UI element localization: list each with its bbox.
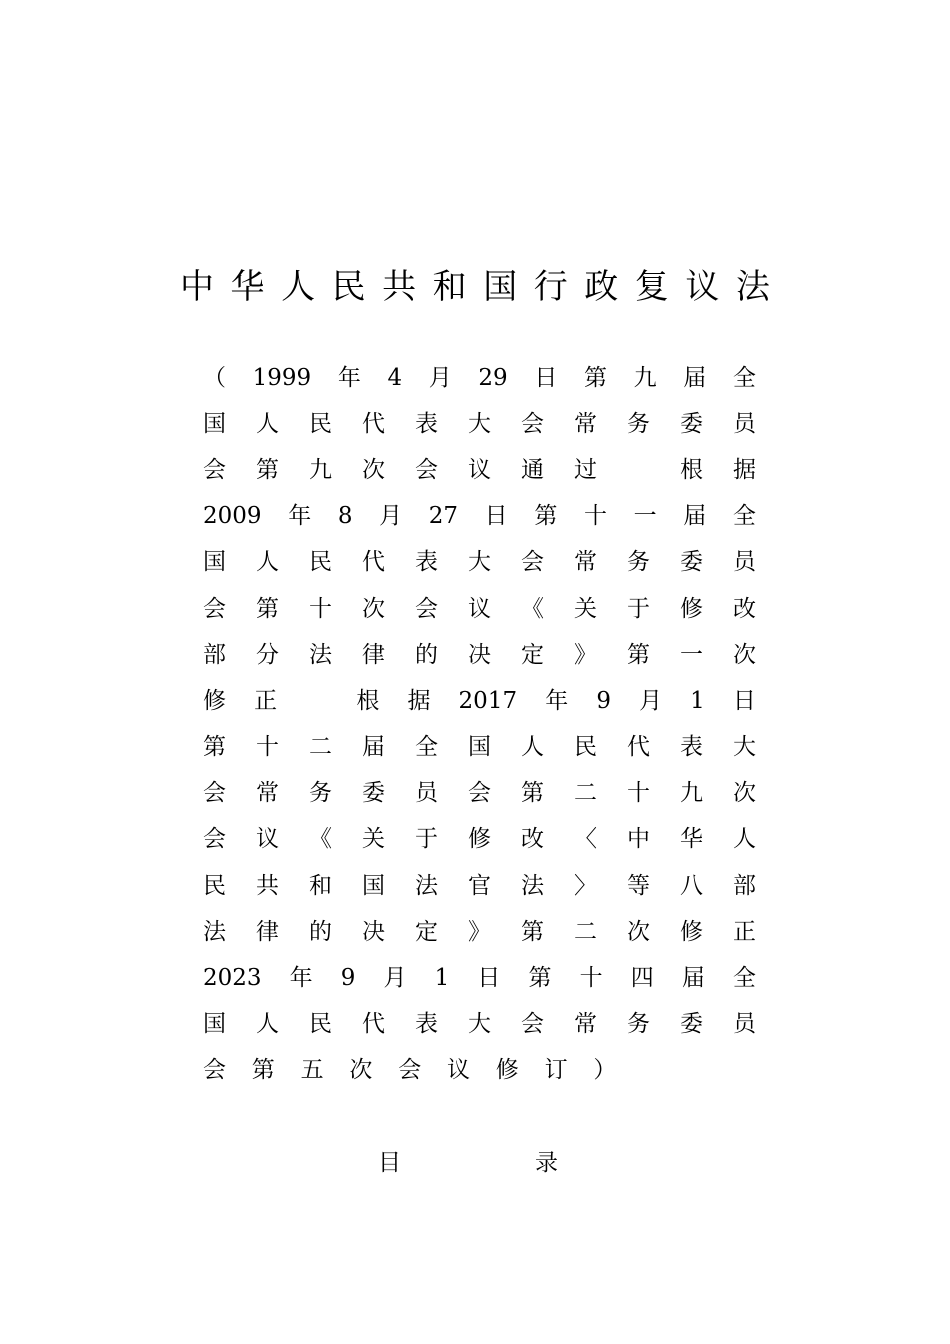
enactment-token: 会: [203, 1057, 226, 1084]
enactment-token: 根: [356, 687, 380, 714]
enactment-token: 二: [309, 734, 332, 761]
enactment-token: 《: [521, 595, 544, 622]
enactment-token: 律: [256, 918, 279, 945]
enactment-token: [627, 459, 650, 482]
enactment-token: 员: [733, 410, 756, 437]
enactment-token: 八: [680, 872, 703, 899]
enactment-token: 正: [254, 687, 278, 714]
enactment-token: 第: [251, 1057, 275, 1084]
enactment-token: 务: [627, 549, 650, 576]
enactment-token: 1: [690, 687, 705, 714]
enactment-token: 正: [733, 918, 756, 945]
enactment-token: 第: [627, 641, 650, 668]
title-char: 行: [533, 267, 568, 307]
enactment-token: ）: [593, 1057, 617, 1084]
title-char: 议: [685, 267, 720, 307]
enactment-token: 员: [733, 1011, 756, 1038]
enactment-token: 于: [415, 826, 438, 853]
enactment-token: 四: [630, 965, 654, 992]
enactment-token: 国: [203, 1011, 226, 1038]
enactment-token: 决: [362, 918, 385, 945]
enactment-token: 务: [627, 1011, 650, 1038]
enactment-token: 国: [203, 549, 226, 576]
toc-heading-char: 录: [535, 1149, 558, 1176]
enactment-token: 十: [309, 595, 332, 622]
enactment-token: 定: [521, 641, 544, 668]
enactment-token: 十: [627, 780, 650, 807]
enactment-token: 第: [256, 595, 279, 622]
enactment-token: 会: [398, 1057, 422, 1084]
enactment-token: 十: [583, 503, 607, 530]
title-char: 共: [382, 267, 417, 307]
enactment-token: 民: [309, 1011, 332, 1038]
enactment-token: 29: [478, 364, 508, 391]
enactment-token: 人: [256, 410, 279, 437]
enactment-token: 等: [627, 872, 650, 899]
enactment-token: 27: [428, 503, 459, 530]
enactment-token: 通: [521, 456, 544, 483]
enactment-token: 九: [309, 456, 332, 483]
enactment-token: 次: [733, 641, 756, 668]
enactment-token: 修: [680, 595, 703, 622]
enactment-token: 次: [362, 595, 385, 622]
table-of-contents-heading: [378, 1145, 558, 1181]
enactment-token: 据: [407, 687, 431, 714]
enactment-token: 法: [521, 872, 544, 899]
enactment-token: 》: [574, 641, 597, 668]
enactment-token: 代: [362, 1011, 385, 1038]
enactment-line: [203, 355, 756, 401]
enactment-token: 会: [521, 549, 544, 576]
enactment-token: 二: [574, 918, 597, 945]
enactment-token: 改: [733, 595, 756, 622]
enactment-token: 》: [468, 918, 491, 945]
enactment-token: 九: [633, 364, 657, 391]
enactment-token: 月: [379, 503, 403, 530]
enactment-token: 二: [574, 780, 597, 807]
enactment-token: 关: [574, 595, 597, 622]
enactment-token: 务: [627, 410, 650, 437]
enactment-line: [203, 540, 756, 586]
enactment-token: 会: [203, 456, 226, 483]
enactment-token: 第: [203, 734, 226, 761]
enactment-line: [203, 863, 756, 909]
enactment-token: 全: [732, 364, 756, 391]
enactment-token: 委: [680, 410, 703, 437]
enactment-token: 常: [574, 549, 597, 576]
enactment-token: 改: [521, 826, 544, 853]
enactment-token: 委: [362, 780, 385, 807]
enactment-token: 会: [521, 410, 544, 437]
enactment-line: [203, 909, 756, 955]
enactment-token: 十: [256, 734, 279, 761]
enactment-token: 表: [680, 734, 703, 761]
enactment-token: 年: [289, 965, 313, 992]
enactment-token: [305, 690, 328, 713]
enactment-token: 会: [203, 780, 226, 807]
enactment-token: 年: [337, 364, 361, 391]
enactment-token: 次: [349, 1057, 373, 1084]
enactment-token: 十: [579, 965, 603, 992]
enactment-token: 代: [362, 549, 385, 576]
enactment-token: 第: [521, 918, 544, 945]
title-char: 复: [634, 267, 669, 307]
enactment-token: 会: [203, 595, 226, 622]
enactment-token: 9: [340, 965, 356, 992]
enactment-token: 大: [468, 549, 491, 576]
enactment-token: 法: [415, 872, 438, 899]
enactment-line: [203, 494, 756, 540]
enactment-token: 常: [574, 410, 597, 437]
enactment-token: 修: [468, 826, 491, 853]
enactment-token: 的: [415, 641, 438, 668]
enactment-token: 会: [521, 1011, 544, 1038]
enactment-token: 会: [415, 456, 438, 483]
toc-heading-char: 目: [378, 1149, 401, 1176]
enactment-token: 表: [415, 549, 438, 576]
enactment-line: [203, 586, 756, 632]
enactment-token: 国: [203, 410, 226, 437]
enactment-token: 4: [387, 364, 403, 391]
enactment-token: 律: [362, 641, 385, 668]
enactment-token: 议: [468, 456, 491, 483]
enactment-token: 代: [362, 410, 385, 437]
enactment-token: 根: [680, 456, 703, 483]
enactment-token: 于: [627, 595, 650, 622]
title-char: 华: [230, 267, 265, 307]
enactment-token: 民: [203, 872, 226, 899]
document-title: [180, 262, 770, 312]
enactment-token: 民: [574, 734, 597, 761]
enactment-token: 员: [733, 549, 756, 576]
title-char: 中: [180, 267, 214, 307]
enactment-token: 全: [732, 965, 756, 992]
title-char: 人: [281, 267, 316, 307]
enactment-line: [203, 678, 756, 724]
enactment-token: 1: [434, 965, 450, 992]
title-char: 政: [584, 267, 619, 307]
enactment-token: 据: [733, 456, 756, 483]
enactment-token: 分: [256, 641, 279, 668]
enactment-token: 会: [415, 595, 438, 622]
enactment-token: 委: [680, 549, 703, 576]
enactment-token: （: [203, 364, 226, 391]
enactment-token: 中: [627, 826, 650, 853]
enactment-token: 的: [309, 918, 332, 945]
enactment-token: 〉: [574, 872, 597, 899]
enactment-token: 一: [680, 641, 703, 668]
enactment-token: 人: [256, 1011, 279, 1038]
enactment-token: 修: [203, 687, 226, 714]
enactment-token: 会: [468, 780, 491, 807]
enactment-token: 和: [309, 872, 332, 899]
title-char: 法: [735, 267, 770, 307]
enactment-token: 人: [521, 734, 544, 761]
enactment-token: 1999: [252, 364, 312, 391]
enactment-token: 决: [468, 641, 491, 668]
title-char: 和: [432, 267, 467, 307]
enactment-token: 定: [415, 918, 438, 945]
enactment-token: 订: [544, 1057, 568, 1084]
enactment-line: [203, 632, 756, 678]
enactment-token: 大: [468, 410, 491, 437]
enactment-token: 届: [683, 503, 707, 530]
enactment-token: 全: [415, 734, 438, 761]
enactment-token: 共: [256, 872, 279, 899]
enactment-token: 第: [583, 364, 607, 391]
enactment-token: 法: [203, 918, 226, 945]
enactment-token: 修: [680, 918, 703, 945]
enactment-token: 日: [732, 687, 756, 714]
enactment-note: [203, 355, 756, 1094]
enactment-token: 人: [733, 826, 756, 853]
enactment-token: 表: [415, 410, 438, 437]
enactment-token: 日: [534, 364, 558, 391]
enactment-token: 9: [596, 687, 611, 714]
enactment-token: 2009: [203, 503, 262, 530]
enactment-token: 月: [383, 965, 407, 992]
enactment-token: 法: [309, 641, 332, 668]
enactment-line: [203, 1002, 756, 1048]
enactment-line: [203, 771, 756, 817]
enactment-token: 关: [362, 826, 385, 853]
enactment-token: 〈: [574, 826, 597, 853]
enactment-token: 日: [484, 503, 508, 530]
enactment-line: [203, 725, 756, 771]
enactment-token: 2023: [203, 965, 262, 992]
enactment-token: 日: [477, 965, 501, 992]
enactment-line: [203, 1048, 756, 1094]
enactment-token: 部: [203, 641, 226, 668]
enactment-token: 官: [468, 872, 491, 899]
enactment-token: 议: [468, 595, 491, 622]
enactment-token: 五: [300, 1057, 324, 1084]
enactment-token: 《: [309, 826, 332, 853]
enactment-token: 届: [683, 364, 707, 391]
enactment-token: 年: [288, 503, 312, 530]
enactment-token: 代: [627, 734, 650, 761]
enactment-token: 人: [256, 549, 279, 576]
enactment-token: 国: [362, 872, 385, 899]
enactment-token: 常: [574, 1011, 597, 1038]
enactment-token: 九: [680, 780, 703, 807]
enactment-token: 一: [633, 503, 657, 530]
enactment-token: 部: [733, 872, 756, 899]
title-char: 国: [483, 267, 518, 307]
enactment-token: 会: [203, 826, 226, 853]
enactment-token: 届: [362, 734, 385, 761]
enactment-token: 民: [309, 549, 332, 576]
enactment-token: 过: [574, 456, 597, 483]
enactment-token: 务: [309, 780, 332, 807]
enactment-line: [203, 817, 756, 863]
enactment-token: 8: [337, 503, 353, 530]
enactment-token: 次: [362, 456, 385, 483]
enactment-token: 议: [446, 1057, 470, 1084]
enactment-token: 全: [732, 503, 756, 530]
enactment-token: 年: [545, 687, 569, 714]
enactment-token: 大: [733, 734, 756, 761]
enactment-token: 议: [256, 826, 279, 853]
enactment-token: 员: [415, 780, 438, 807]
enactment-token: 第: [256, 456, 279, 483]
enactment-token: 大: [468, 1011, 491, 1038]
enactment-token: 月: [428, 364, 452, 391]
enactment-token: 月: [639, 687, 663, 714]
enactment-token: 2017: [458, 687, 518, 714]
title-char: 民: [331, 267, 366, 307]
enactment-token: 次: [733, 780, 756, 807]
enactment-line: [203, 401, 756, 447]
enactment-token: 表: [415, 1011, 438, 1038]
enactment-token: 第: [528, 965, 552, 992]
enactment-token: 第: [534, 503, 558, 530]
enactment-token: 委: [680, 1011, 703, 1038]
enactment-token: 常: [256, 780, 279, 807]
enactment-token: 次: [627, 918, 650, 945]
enactment-token: 国: [468, 734, 491, 761]
enactment-token: 民: [309, 410, 332, 437]
enactment-line: [203, 447, 756, 493]
enactment-token: 届: [681, 965, 705, 992]
enactment-token: 第: [521, 780, 544, 807]
enactment-token: 华: [680, 826, 703, 853]
enactment-token: 修: [495, 1057, 519, 1084]
enactment-line: [203, 955, 756, 1001]
